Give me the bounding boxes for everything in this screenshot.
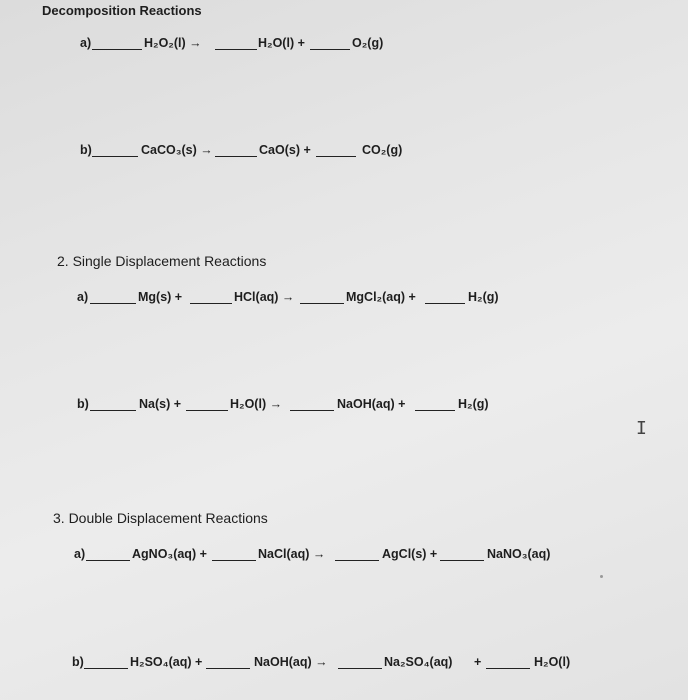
- reactant: NaCl(aq) →: [258, 547, 326, 561]
- coefficient-blank[interactable]: [84, 668, 128, 669]
- coefficient-blank[interactable]: [86, 560, 130, 561]
- reactant: CaCO₃(s) →: [141, 143, 213, 157]
- speck-mark: [600, 575, 603, 578]
- coefficient-blank[interactable]: [316, 156, 356, 157]
- product: NaOH(aq) +: [337, 397, 406, 411]
- product: O₂(g): [352, 36, 384, 50]
- coefficient-blank[interactable]: [190, 303, 232, 304]
- coefficient-blank[interactable]: [335, 560, 379, 561]
- coefficient-blank[interactable]: [310, 49, 350, 50]
- product: AgCl(s) +: [382, 547, 438, 561]
- item-label: b): [72, 655, 84, 669]
- coefficient-blank[interactable]: [215, 49, 257, 50]
- coefficient-blank[interactable]: [338, 668, 382, 669]
- item-label: a): [74, 547, 86, 561]
- equation-row: [0, 290, 688, 308]
- reactant: HCl(aq) →: [234, 290, 295, 304]
- equation-row: [0, 143, 688, 161]
- reactant: Na(s) +: [139, 397, 182, 411]
- coefficient-blank[interactable]: [290, 410, 334, 411]
- reactant: AgNO₃(aq) +: [132, 547, 207, 561]
- product: H₂O(l): [534, 655, 571, 669]
- reactant: H₂O(l) →: [230, 397, 283, 411]
- coefficient-blank[interactable]: [440, 560, 484, 561]
- equation-row: [0, 547, 688, 565]
- plus-sign: +: [474, 655, 482, 669]
- product: CO₂(g): [362, 143, 403, 157]
- section-title-decomposition: Decomposition Reactions: [42, 3, 202, 18]
- reactant: NaOH(aq) →: [254, 655, 328, 669]
- coefficient-blank[interactable]: [92, 49, 142, 50]
- text-cursor-icon: I: [636, 418, 647, 439]
- item-label: a): [80, 36, 92, 50]
- section-title-double-displacement: 3. Double Displacement Reactions: [53, 510, 268, 526]
- coefficient-blank[interactable]: [415, 410, 455, 411]
- reactant: H₂O₂(l) →: [144, 36, 202, 50]
- coefficient-blank[interactable]: [425, 303, 465, 304]
- item-label: b): [77, 397, 89, 411]
- reactant: Mg(s) +: [138, 290, 183, 304]
- equation-row: [0, 36, 688, 54]
- coefficient-blank[interactable]: [186, 410, 228, 411]
- product: Na₂SO₄(aq): [384, 655, 453, 669]
- coefficient-blank[interactable]: [92, 156, 138, 157]
- equation-row: [0, 655, 688, 673]
- product: MgCl₂(aq) +: [346, 290, 416, 304]
- coefficient-blank[interactable]: [486, 668, 530, 669]
- product: H₂(g): [458, 397, 489, 411]
- coefficient-blank[interactable]: [90, 410, 136, 411]
- section-title-single-displacement: 2. Single Displacement Reactions: [57, 253, 267, 269]
- item-label: b): [80, 143, 92, 157]
- product: H₂(g): [468, 290, 499, 304]
- product: H₂O(l) +: [258, 36, 305, 50]
- coefficient-blank[interactable]: [300, 303, 344, 304]
- coefficient-blank[interactable]: [215, 156, 257, 157]
- coefficient-blank[interactable]: [212, 560, 256, 561]
- equation-row: [0, 397, 688, 415]
- item-label: a): [77, 290, 89, 304]
- reactant: H₂SO₄(aq) +: [130, 655, 203, 669]
- product: CaO(s) +: [259, 143, 311, 157]
- product: NaNO₃(aq): [487, 547, 551, 561]
- coefficient-blank[interactable]: [206, 668, 250, 669]
- coefficient-blank[interactable]: [90, 303, 136, 304]
